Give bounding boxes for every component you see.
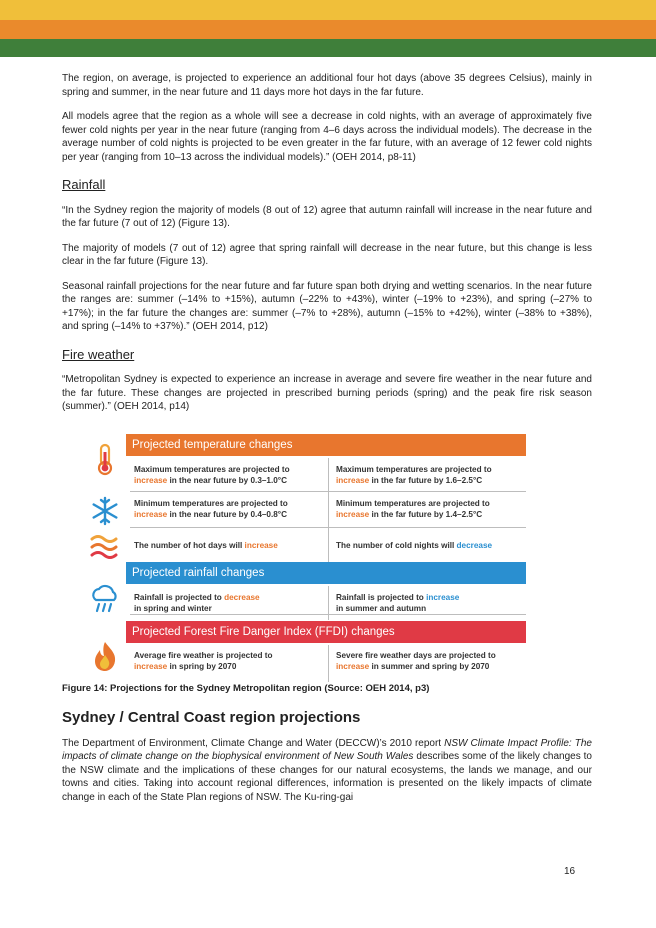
figure-caption: Figure 14: Projections for the Sydney Metropolitan region (Source: OEH 2014, p3) bbox=[62, 682, 430, 694]
severe-fire-cell: Severe fire weather days are projected to increase in summer and spring by 2070 bbox=[336, 650, 496, 671]
divider bbox=[328, 645, 329, 682]
paragraph: The Department of Environment, Climate Change and Water (DECCW)’s 2010 report NSW Climate Impact Profile: The impacts of climate change on the biophysical environment of New South Wales describes some of the likely changes to the NSW climate and the implications of these changes for our natural ecosystems, the lands we manage, and our towns and cities. Taking into account regional differences, information is presented on the likely impacts of climate change in each of the State Plan regions of NSW. The Ku-ring-gai bbox=[62, 737, 592, 803]
ffdi-header: Projected Forest Fire Danger Index (FFDI) changes bbox=[126, 621, 526, 643]
rainfall-heading: Rainfall bbox=[62, 177, 106, 192]
paragraph: The majority of models (7 out of 12) agree that spring rainfall will decrease in the near future, but this change is less clear in the far future (Figure 13). bbox=[62, 242, 592, 267]
rainfall-decrease-cell: Rainfall is projected to decrease in spring and winter bbox=[134, 592, 260, 613]
paragraph: “In the Sydney region the majority of models (8 out of 12) agree that autumn rainfall will increase in the near future and the far future (7 out of 12) (Figure 13). bbox=[62, 204, 592, 229]
divider bbox=[328, 586, 329, 620]
divider bbox=[328, 458, 329, 562]
section-title: Sydney / Central Coast region projections bbox=[62, 709, 361, 726]
rainfall-increase-cell: Rainfall is projected to increase in summer and autumn bbox=[336, 592, 460, 613]
cold-nights-cell: The number of cold nights will decrease bbox=[336, 540, 493, 550]
snowflake-icon bbox=[88, 494, 122, 528]
projections-figure bbox=[86, 434, 526, 682]
rain-cloud-icon bbox=[88, 582, 122, 616]
document-body bbox=[62, 72, 592, 815]
header-band-orange bbox=[0, 20, 656, 39]
fire-weather-heading: Fire weather bbox=[62, 346, 135, 362]
header-band-yellow bbox=[0, 0, 656, 20]
thermometer-icon bbox=[88, 442, 122, 476]
page-number: 16 bbox=[564, 866, 576, 877]
header-band-green bbox=[0, 39, 656, 57]
paragraph: All models agree that the region as a whole will see a decrease in cold nights, with an average of approximately five fewer cold nights per year in the near future (ranging from 4–6 days across the individual models). The decrease in the average number of cold nights is projected to be even greater in the far future, with an average of 12 fewer cold nights per year (ranging from 10–13 across the individual models).” (OEH 2014, p8-11) bbox=[62, 111, 592, 163]
heat-waves-icon bbox=[88, 530, 122, 564]
flame-icon bbox=[88, 639, 122, 673]
average-fire-cell: Average fire weather is projected to increase in spring by 2070 bbox=[134, 650, 273, 671]
hot-days-cell: The number of hot days will increase bbox=[134, 540, 278, 550]
max-temp-far-cell: Maximum temperatures are projected to increase in the far future by 1.6–2.5°C bbox=[336, 464, 492, 485]
rainfall-header: Projected rainfall changes bbox=[126, 562, 526, 584]
paragraph: “Metropolitan Sydney is expected to experience an increase in average and severe fire weather in the near future and the far future. These changes are projected in prescribed burning periods (spring) and the peak fire risk season (summer).” (OEH 2014, p14) bbox=[62, 374, 592, 412]
min-temp-near-cell: Minimum temperatures are projected to increase in the near future by 0.4–0.8°C bbox=[134, 498, 288, 519]
paragraph: The region, on average, is projected to experience an additional four hot days (above 35 degrees Celsius), mainly in spring and summer, in the near future and 11 days more hot days in the far future. bbox=[62, 73, 592, 98]
min-temp-far-cell: Minimum temperatures are projected to increase in the far future by 1.4–2.5°C bbox=[336, 498, 490, 519]
max-temp-near-cell: Maximum temperatures are projected to increase in the near future by 0.3–1.0°C bbox=[134, 464, 290, 485]
paragraph: Seasonal rainfall projections for the near future and far future span both drying and wetting scenarios. In the near future the ranges are: summer (–14% to +15%), autumn (–22% to +43%), winter (–19% to +23%), and spring (–27% to +17%); in the far future the changes are: summer (–7% to +28%), autumn (–15% to +42%), winter (–38% to +38%), and spring (–14% to +37%).” (OEH 2014, p12) bbox=[62, 280, 592, 332]
temperature-header: Projected temperature changes bbox=[126, 434, 526, 456]
